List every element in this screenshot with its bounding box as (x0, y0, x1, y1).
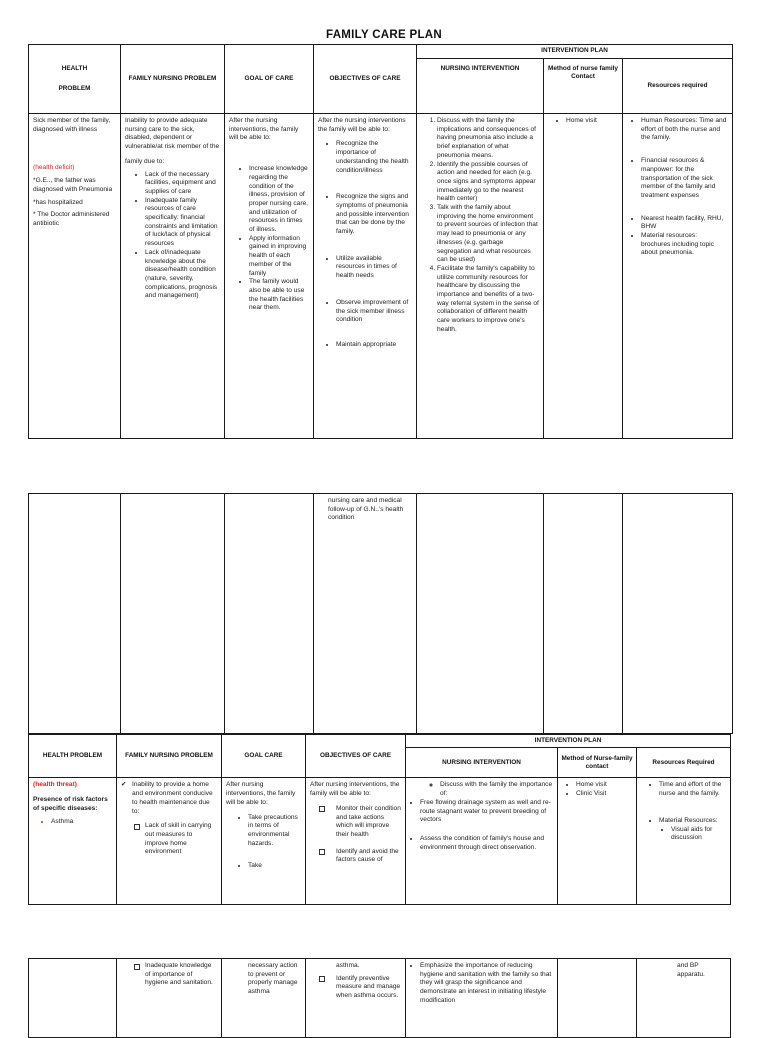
list-item: Inadequate knowledge of importance of hygiene and sanitation. (133, 962, 217, 988)
empty-cell (121, 494, 225, 734)
list-item: • Recognize the importance of understanding the health condition/illness (336, 140, 412, 175)
list-item: • Utilize available resources in times of health needs (336, 255, 412, 281)
objectives-cell (306, 778, 406, 905)
health-deficit-tag: (health deficit) (33, 164, 75, 172)
objectives-of-care-header: OBJECTIVES OF CARE (314, 45, 417, 114)
obj-list (310, 975, 401, 1001)
intervention-plan-header: INTERVENTION PLAN (406, 735, 731, 748)
list-item: Lack of skill in carrying out measures to improve home environment (133, 822, 217, 857)
resources-required-header: Resources Required (637, 748, 731, 778)
goal-of-care-header: GOAL OF CARE (225, 45, 314, 114)
health-problem-header: HEALTH PROBLEM (29, 735, 117, 778)
family-nursing-problem-cell (121, 114, 225, 439)
intervention-list (421, 117, 539, 335)
nursing-intervention-header: NURSING INTERVENTION (417, 59, 544, 114)
family-nursing-problem-cell (117, 778, 222, 905)
list-item: • Lack of/inadequate knowledge about the disease/health condition (nature, severity, complications, prognosis and management) (145, 249, 220, 301)
nursing-intervention-header: NURSING INTERVENTION (406, 748, 558, 778)
empty-cell (558, 959, 637, 1038)
risk-factors-text: Presence of risk factors of specific diseases: (33, 796, 108, 812)
nursing-intervention-cell (417, 114, 544, 439)
list-item: ◦ Discuss with the family the importance of: (440, 781, 553, 798)
fnp-square-list (121, 822, 217, 857)
resources-list (627, 117, 728, 258)
list-item: • Increase knowledge regarding the condition of the illness, provision of proper nursing care, and utilization of resources in times of illness. (249, 165, 309, 235)
page-title: FAMILY CARE PLAN (326, 29, 442, 41)
list-item: • Material resources: brochures including topic about pneumonia. (641, 232, 728, 258)
goal-care-cell (222, 778, 306, 905)
objectives-continuation-cell (314, 494, 417, 734)
health-problem-note: * The Doctor administered antibiotic (33, 211, 110, 227)
method-of-contact-cell (544, 114, 623, 439)
fnp-check-list (121, 781, 217, 816)
nursing-intervention-cell (406, 778, 558, 905)
list-item (659, 817, 726, 843)
objectives-of-care-header: OBJECTIVES OF CARE (306, 735, 406, 778)
list-item: • Maintain appropriate (336, 341, 412, 350)
intervention-list (410, 799, 553, 853)
goal-continuation-text: necessary action to prevent or properly manage asthma (248, 962, 298, 996)
empty-cell (29, 959, 117, 1038)
fnp-list (125, 171, 220, 302)
objectives-cell (306, 959, 406, 1038)
health-problem-cell (29, 778, 117, 905)
list-item: • Recognize the signs and symptoms of pneumonia and possible intervention that can be done by the family. (336, 193, 412, 237)
list-item: • Apply information gained in improving health of each member of the family (249, 235, 309, 279)
care-plan-table-3 (28, 734, 731, 905)
list-item: Identify preventive measure and manage when asthma occurs. (318, 975, 401, 1001)
list-item: • Time and effort of the nurse and the family. (659, 781, 726, 798)
list-item: • Emphasize the importance of reducing hygiene and sanitation with the family so that they will grasp the significance and demonstrate an interest in initiating lifestyle modification (420, 962, 553, 1006)
health-problem-note: *has hospitalized (33, 198, 83, 206)
obj-intro-text: After nursing interventions, the family will be able to: (310, 781, 400, 798)
health-threat-tag: (health threat) (33, 781, 77, 789)
list-item: 3. Talk with the family about improving the home environment to prevent sources of infection that may lead to pneumonia or any illnesses (e.g. garbage segregation and what resources can be used) (437, 204, 539, 265)
goal-care-cell (222, 959, 306, 1038)
health-problem-text: Sick member of the family, diagnosed with illness (33, 117, 111, 133)
empty-cell (544, 494, 623, 734)
goal-of-care-cell (225, 114, 314, 439)
list-item: • Free flowing drainage system as well and re-route stagnant water to prevent breeding of vectors (420, 799, 553, 825)
list-item: • Take precautions in terms of environmental hazards. (248, 814, 301, 849)
health-problem-cell (29, 114, 121, 439)
list-item: • Assess the condition of family's house and environment through direct observation. (420, 835, 553, 852)
list-item: • Inadequate family resources of care specifically: financial constraints and limitation of luck/lack of physical resources (145, 197, 220, 249)
method-list (548, 117, 618, 126)
care-plan-table-2 (28, 493, 733, 734)
list-item: • The family would also be able to use the health facilities near them. (249, 278, 309, 313)
list-item: • Nearest health facility, RHU, BHW (641, 215, 728, 232)
list-item: 4. Facilitate the family's capability to utilize community resources for healthcare by discussing the importance and benefits of a two-way referral system in the sense of collaboration of different health care workers to improve one's health. (437, 265, 539, 335)
list-item: 1. Discuss with the family the implications and consequences of having pneumonia also include a brief explanation of what pneumonia means. (437, 117, 539, 161)
obj-list (310, 805, 401, 865)
resources-required-header: Resources required (623, 59, 733, 114)
resources-cell (637, 959, 731, 1038)
resources-cell (623, 114, 733, 439)
list-item: Identify and avoid the factors cause of (318, 848, 401, 865)
list-item: 2. Identify the possible courses of action and needed for each (e.g. once signs and symptoms appear immediately go to the nearest health center) (437, 161, 539, 205)
fnp-intro-text: Inability to provide adequate nursing care to the sick, disabled, dependent or vulnerable/at risk member of the (125, 117, 220, 151)
method-of-contact-header: Method of Nurse-family contact (558, 748, 637, 778)
obj-intro-text: After the nursing interventions the family will be able to: (318, 117, 406, 133)
resources-sublist (659, 826, 726, 843)
list-item: • Financial resources & manpower: for the transportation of the sick member of the family and treatment expenses (641, 157, 728, 201)
intervention-plan-header: INTERVENTION PLAN (417, 45, 733, 59)
goal-care-header: GOAL CARE (222, 735, 306, 778)
empty-cell (225, 494, 314, 734)
resources-cell (637, 778, 731, 905)
objectives-continuation-text: nursing care and medical follow-up of G.N..'s health condition (328, 497, 404, 522)
goal-intro-text: After nursing interventions, the family will be able to: (226, 781, 296, 806)
list-item: • Asthma (51, 818, 112, 827)
list-item: • Human Resources: Time and effort of both the nurse and the family. (641, 117, 728, 143)
list-item: • Home visit (576, 781, 632, 790)
nursing-intervention-cell (406, 959, 558, 1038)
method-list (562, 781, 632, 798)
intervention-circle-list (410, 781, 553, 798)
empty-cell (29, 494, 121, 734)
health-problem-note: *G.E.., the father was diagnosed with Pneumonia (33, 177, 113, 193)
objectives-cell (314, 114, 417, 439)
care-plan-table-4 (28, 958, 731, 1038)
list-item: ✔ Inability to provide a home and environment conducive to health maintenance due to: (121, 781, 217, 816)
family-nursing-problem-header: FAMILY NURSING PROBLEM (121, 45, 225, 114)
health-problem-header: HEALTH PROBLEM (29, 45, 121, 114)
resources-list (641, 781, 726, 843)
goal-list (229, 165, 309, 313)
list-item: • Visual aids for discussion (671, 826, 726, 843)
empty-cell (417, 494, 544, 734)
family-nursing-problem-header: FAMILY NURSING PROBLEM (117, 735, 222, 778)
list-item: Monitor their condition and take actions which will improve their health (318, 805, 401, 840)
list-item: • Clinic Visit (576, 790, 632, 799)
empty-cell (623, 494, 733, 734)
method-of-contact-cell (558, 778, 637, 905)
goal-intro-text: After the nursing interventions, the family will be able to: (229, 117, 299, 142)
resources-continuation-text: and BP apparatu. (677, 962, 705, 978)
list-item: • Lack of the necessary facilities, equipment and supplies of care (145, 171, 220, 197)
goal-list (226, 814, 301, 872)
method-of-contact-header: Method of nurse family Contact (544, 59, 623, 114)
family-nursing-problem-cell (117, 959, 222, 1038)
objectives-continuation-text: asthma. (336, 962, 360, 969)
fnp-due-text: family due to: (125, 157, 165, 165)
fnp-square-list (121, 962, 217, 988)
material-resources-text: Material Resources: (659, 816, 718, 824)
obj-list (318, 140, 412, 349)
list-item: • Home visit (566, 117, 618, 126)
list-item: • Take (248, 862, 301, 871)
care-plan-table-1 (28, 44, 733, 439)
intervention-list (410, 962, 553, 1006)
list-item: • Observe improvement of the sick member illness condition (336, 299, 412, 325)
risk-list (33, 818, 112, 827)
